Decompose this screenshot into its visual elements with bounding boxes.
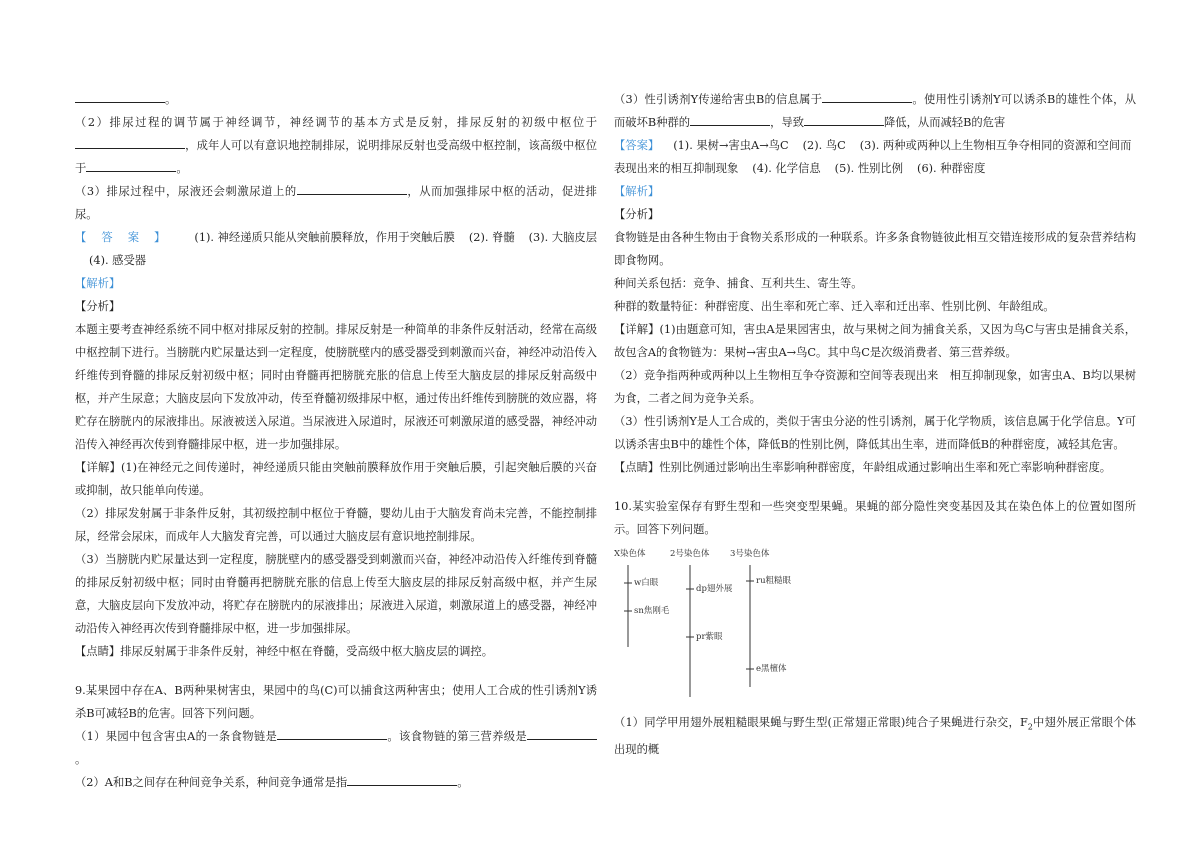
chromosome-lines (614, 547, 814, 707)
fenxi-2: 种间关系包括：竞争、捕食、互利共生、寄生等。 (614, 277, 863, 290)
line: （3）排尿过程中，尿液还会刺激尿道上的 ，从而加强排尿中枢的活动，促进排尿。 (75, 180, 597, 226)
gene-label-sn: sn焦刚毛 (634, 606, 670, 616)
fenxi-heading: 【分析】 (75, 300, 121, 313)
q10-intro: 10.某实验室保存有野生型和一些突变型果蝇。果蝇的部分隐性突变基因及其在染色体上的位置如图所示。回答下列问题。 (614, 500, 1136, 536)
detail-3: （3）当膀胱内贮尿量达到一定程度，膀胱壁内的感受器受到刺激而兴奋，神经冲动沿传入纤维传到脊髓的排尿反射初级中枢；同时由脊髓再把膀胱充胀的信息上传至大脑皮层的排尿反射高级中枢，并产生尿意，大脑皮层向下发放冲动，将贮存在膀胱内的尿液排出；尿液进入尿道，刺激尿道上的感受器，神经冲动沿传入神经再次传到脊髓排尿中枢，进一步加强排尿。 (75, 553, 597, 635)
q9-part2: （2）A和B之间存在种间竞争关系，种间竞争通常是指 。 (75, 771, 597, 794)
answer-tag: 【答案】 (75, 231, 181, 244)
fenxi-heading: 【分析】 (614, 208, 660, 221)
left-column (75, 88, 597, 794)
q10-part1: （1）同学甲用翅外展粗糙眼果蝇与野生型(正常翅正常眼)纯合子果蝇进行杂交，$F_2$中翅外展正常眼个体出现的概 (614, 716, 1136, 757)
line: 。 (75, 88, 597, 111)
detail-2: （2）竞争指两种或两种以上生物相互争夺资源和空间等表现出来 相互抑制现象，如害虫A、B均以果树为食，二者之间为竞争关系。 (614, 369, 1136, 405)
detail-1: 【详解】(1)由题意可知，害虫A是果园害虫，故与果树之间为捕食关系，又因为鸟C与害虫是捕食关系，故包含A的食物链为：果树→害虫A→鸟C。其中鸟C是次级消费者、第三营养级。 (614, 323, 1136, 359)
answer-line: 【答案】 (1). 果树→害虫A→鸟C (2). 鸟C (3). 两种或两种以上生物相互争夺相同的资源和空间而 (614, 139, 1132, 152)
gene-label-pr: pr紫眼 (696, 632, 723, 642)
right-column (614, 88, 1136, 761)
answer-blank[interactable] (75, 136, 185, 149)
chromosome-diagram (614, 547, 814, 707)
answer-blank[interactable] (347, 773, 457, 786)
answer-blank[interactable] (527, 727, 597, 740)
q9-intro: 9.某果园中存在A、B两种果树害虫，果园中的鸟(C)可以捕食这两种害虫；使用人工合成的性引诱剂Y诱杀B可减轻B的危害。回答下列问题。 (75, 684, 597, 720)
answer-blank[interactable] (822, 90, 912, 103)
detail-2: （2）排尿发射属于非条件反射，其初级控制中枢位于脊髓，婴幼儿由于大脑发育尚未完善，不能控制排尿，经常会尿床，而成年人大脑发育完善，可以通过大脑皮层有意识地控制排尿。 (75, 507, 597, 543)
q9-part3: （3）性引诱剂Y传递给害虫B的信息属于 。使用性引诱剂Y可以诱杀B的雄性个体，从而破坏B种群的 ，导致 降低，从而减轻B的危害 (614, 88, 1136, 134)
answer-tag: 【答案】 (614, 139, 660, 152)
fenxi-text: 本题主要考查神经系统不同中枢对排尿反射的控制。排尿反射是一种简单的非条件反射活动，经常在高级中枢控制下进行。当膀胱内贮尿量达到一定程度，使膀胱壁内的感受器受到刺激而兴奋，神经冲动沿传入纤维传到脊髓的排尿反射初级中枢；同时由脊髓再把膀胱充胀的信息上传至大脑皮层的排尿反射高级中枢，并产生尿意；大脑皮层向下发放冲动，传至脊髓初级排尿中枢，通过传出纤维传到膀胱的效应器，将贮存在膀胱内的尿液排出。尿液被送入尿道。当尿液进入尿道时，尿液还可刺激尿道的感受器，神经冲动沿传入神经再次传到脊髓排尿中枢，进一步加强排尿。 (75, 323, 597, 451)
line: （2）排尿过程的调节属于神经调节，神经调节的基本方式是反射，排尿反射的初级中枢位于，成年人可以有意识地控制排尿，说明排尿反射也受高级中枢控制，该高级中枢位于 。 (75, 116, 597, 175)
answer-line: 表现出来的相互抑制现象 (4). 化学信息 (5). 性别比例 (6). 种群密度 (614, 162, 986, 175)
fenxi-3: 种群的数量特征：种群密度、出生率和死亡率、迁入率和迁出率、性别比例、年龄组成。 (614, 300, 1055, 313)
chr-label-3: 3号染色体 (730, 549, 770, 559)
detail-3: （3）性引诱剂Y是人工合成的，类似于害虫分泌的性引诱剂，属于化学物质，该信息属于化学信息。Y可以诱杀害虫B中的雄性个体，降低B的性别比例，降低其出生率，进而降低B的种群密度，减轻其危害。 (614, 415, 1136, 451)
answer-blank[interactable] (297, 182, 407, 195)
answer-blank[interactable] (86, 159, 176, 172)
answer-blank[interactable] (690, 113, 770, 126)
gene-label-dp: dp翅外展 (696, 584, 733, 594)
gene-label-e: e黑檀体 (756, 664, 787, 674)
q9-part1: （1）果园中包含害虫A的一条食物链是 。该食物链的第三营养级是。 (75, 725, 597, 771)
fenxi-1: 食物链是由各种生物由于食物关系形成的一种联系。许多条食物链彼此相互交错连接形成的复杂营养结构即食物网。 (614, 231, 1136, 267)
analysis-tag: 【解析】 (75, 277, 121, 290)
dianjing: 【点睛】性别比例通过影响出生率影响种群密度，年龄组成通过影响出生率和死亡率影响种群密度。 (614, 461, 1112, 474)
answer-blank[interactable] (75, 90, 165, 103)
chr-label-2: 2号染色体 (670, 549, 710, 559)
chr-label-x: X染色体 (614, 549, 646, 559)
answer-line: 【答案】 (1). 神经递质只能从突触前膜释放，作用于突触后膜 (2). 脊髓 (3). 大脑皮层(4). 感受器 (75, 231, 597, 267)
gene-label-ru: ru粗糙眼 (756, 576, 792, 586)
dianjing: 【点睛】排尿反射属于非条件反射，神经中枢在脊髓，受高级中枢大脑皮层的调控。 (75, 645, 493, 658)
answer-blank[interactable] (804, 113, 884, 126)
answer-blank[interactable] (277, 727, 387, 740)
detail-1: 【详解】(1)在神经元之间传递时，神经递质只能由突触前膜释放作用于突触后膜，引起突触后膜的兴奋或抑制，故只能单向传递。 (75, 461, 597, 497)
gene-label-w: w白眼 (634, 578, 659, 588)
analysis-tag: 【解析】 (614, 185, 660, 198)
